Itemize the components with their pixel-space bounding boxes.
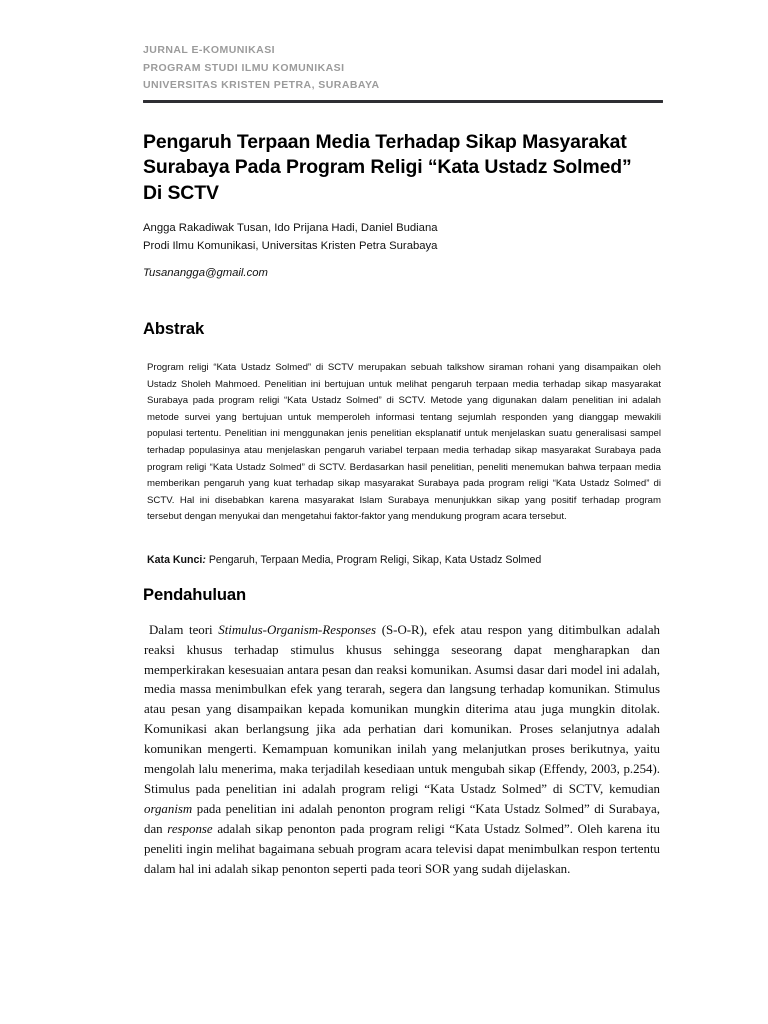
author-block bbox=[143, 220, 663, 255]
author-affiliation: Prodi Ilmu Komunikasi, Universitas Kristen Petra Surabaya bbox=[143, 239, 438, 252]
journal-name: JURNAL E-KOMUNIKASI bbox=[143, 44, 276, 56]
keywords-colon: : bbox=[202, 553, 206, 566]
introduction-paragraph: Dalam teori Stimulus-Organism-Responses (S-O-R), efek atau respon yang ditimbulkan adalah reaksi khusus terhadap stimulus khusus sehingga seseorang dapat mengharapkan dan memperkirakan kesesuaian antara pesan dan reaksi komunikan. Asumsi dasar dari model ini adalah, media massa menimbulkan efek yang terarah, segera dan langsung terhadap komunikan. Stimulus atau pesan yang disampaikan kepada komunikan mungkin diterima atau juga mungkin ditolak. Komunikasi akan berlangsung jika ada perhatian dari komunikan. Proses selanjutnya adalah komunikan mengerti. Kemampuan komunikan inilah yang melanjutkan proses berikutnya, yaitu mengolah lalu menerima, maka terjadilah kesediaan untuk mengubah sikap (Effendy, 2003, p.254). Stimulus pada penelitian ini adalah program religi “Kata Ustadz Solmed” di SCTV, kemudian organism pada penelitian ini adalah penonton program religi “Kata Ustadz Solmed” di Surabaya, dan response adalah sikap penonton pada program religi “Kata Ustadz Solmed”. Oleh karena itu peneliti ingin melihat bagaimana sebuah program acara televisi dapat menimbulkan respon tertentu dalam hal ini adalah sikap penonton seperti pada teori SOR yang sudah dijelaskan. bbox=[144, 622, 660, 876]
journal-university: UNIVERSITAS KRISTEN PETRA, SURABAYA bbox=[143, 79, 380, 92]
abstract-body: Program religi “Kata Ustadz Solmed” di SCTV merupakan sebuah talkshow siraman rohani yang disampaikan oleh Ustadz Sholeh Mahmoed. Penelitian ini bertujuan untuk melihat pengaruh terpaan media terhadap sikap masyarakat Surabaya pada program religi “Kata Ustadz Solmed” di SCTV. Metode yang digunakan dalam penelitian ini adalah metode survei yang bertujuan untuk memperoleh informasi tentang sejumlah responden yang dianggap mewakili populasi tertentu. Penelitian ini menggunakan jenis penelitian eksplanatif untuk menjelaskan suatu generalisasi sampel terhadap populasinya atau menjelaskan pengaruh variabel terpaan media terhadap sikap masyarakat Surabaya pada program religi “Kata Ustadz Solmed” di SCTV. Berdasarkan hasil penelitian, peneliti menemukan bahwa terpaan media memberikan pengaruh yang kuat terhadap sikap masyarakat Surabaya pada program religi “Kata Ustadz Solmed” di SCTV. Hal ini disebabkan karena masyarakat Islam Surabaya menunjukkan sikap yang positif terhadap program tersebut dengan menyukai dan mengetahui faktor-faktor yang mendukung program acara tersebut. bbox=[147, 362, 661, 523]
author-names: Angga Rakadiwak Tusan, Ido Prijana Hadi, Daniel Budiana bbox=[143, 222, 438, 235]
journal-running-header bbox=[143, 42, 663, 95]
journal-program: PROGRAM STUDI ILMU KOMUNIKASI bbox=[143, 61, 345, 74]
introduction-heading: Pendahuluan bbox=[143, 584, 247, 604]
keywords-label: Kata Kunci bbox=[147, 553, 203, 566]
abstract-heading: Abstrak bbox=[143, 319, 205, 339]
author-email: Tusanangga@gmail.com bbox=[143, 267, 268, 280]
keywords-line bbox=[147, 552, 661, 568]
page-title: Pengaruh Terpaan Media Terhadap Sikap Masyarakat Surabaya Pada Program Religi “Kata Ustadz Solmed” Di SCTV bbox=[143, 130, 632, 204]
header-divider-rule bbox=[143, 100, 663, 103]
page-content bbox=[143, 42, 663, 892]
keywords-values: Pengaruh, Terpaan Media, Program Religi, Sikap, Kata Ustadz Solmed bbox=[205, 553, 542, 566]
